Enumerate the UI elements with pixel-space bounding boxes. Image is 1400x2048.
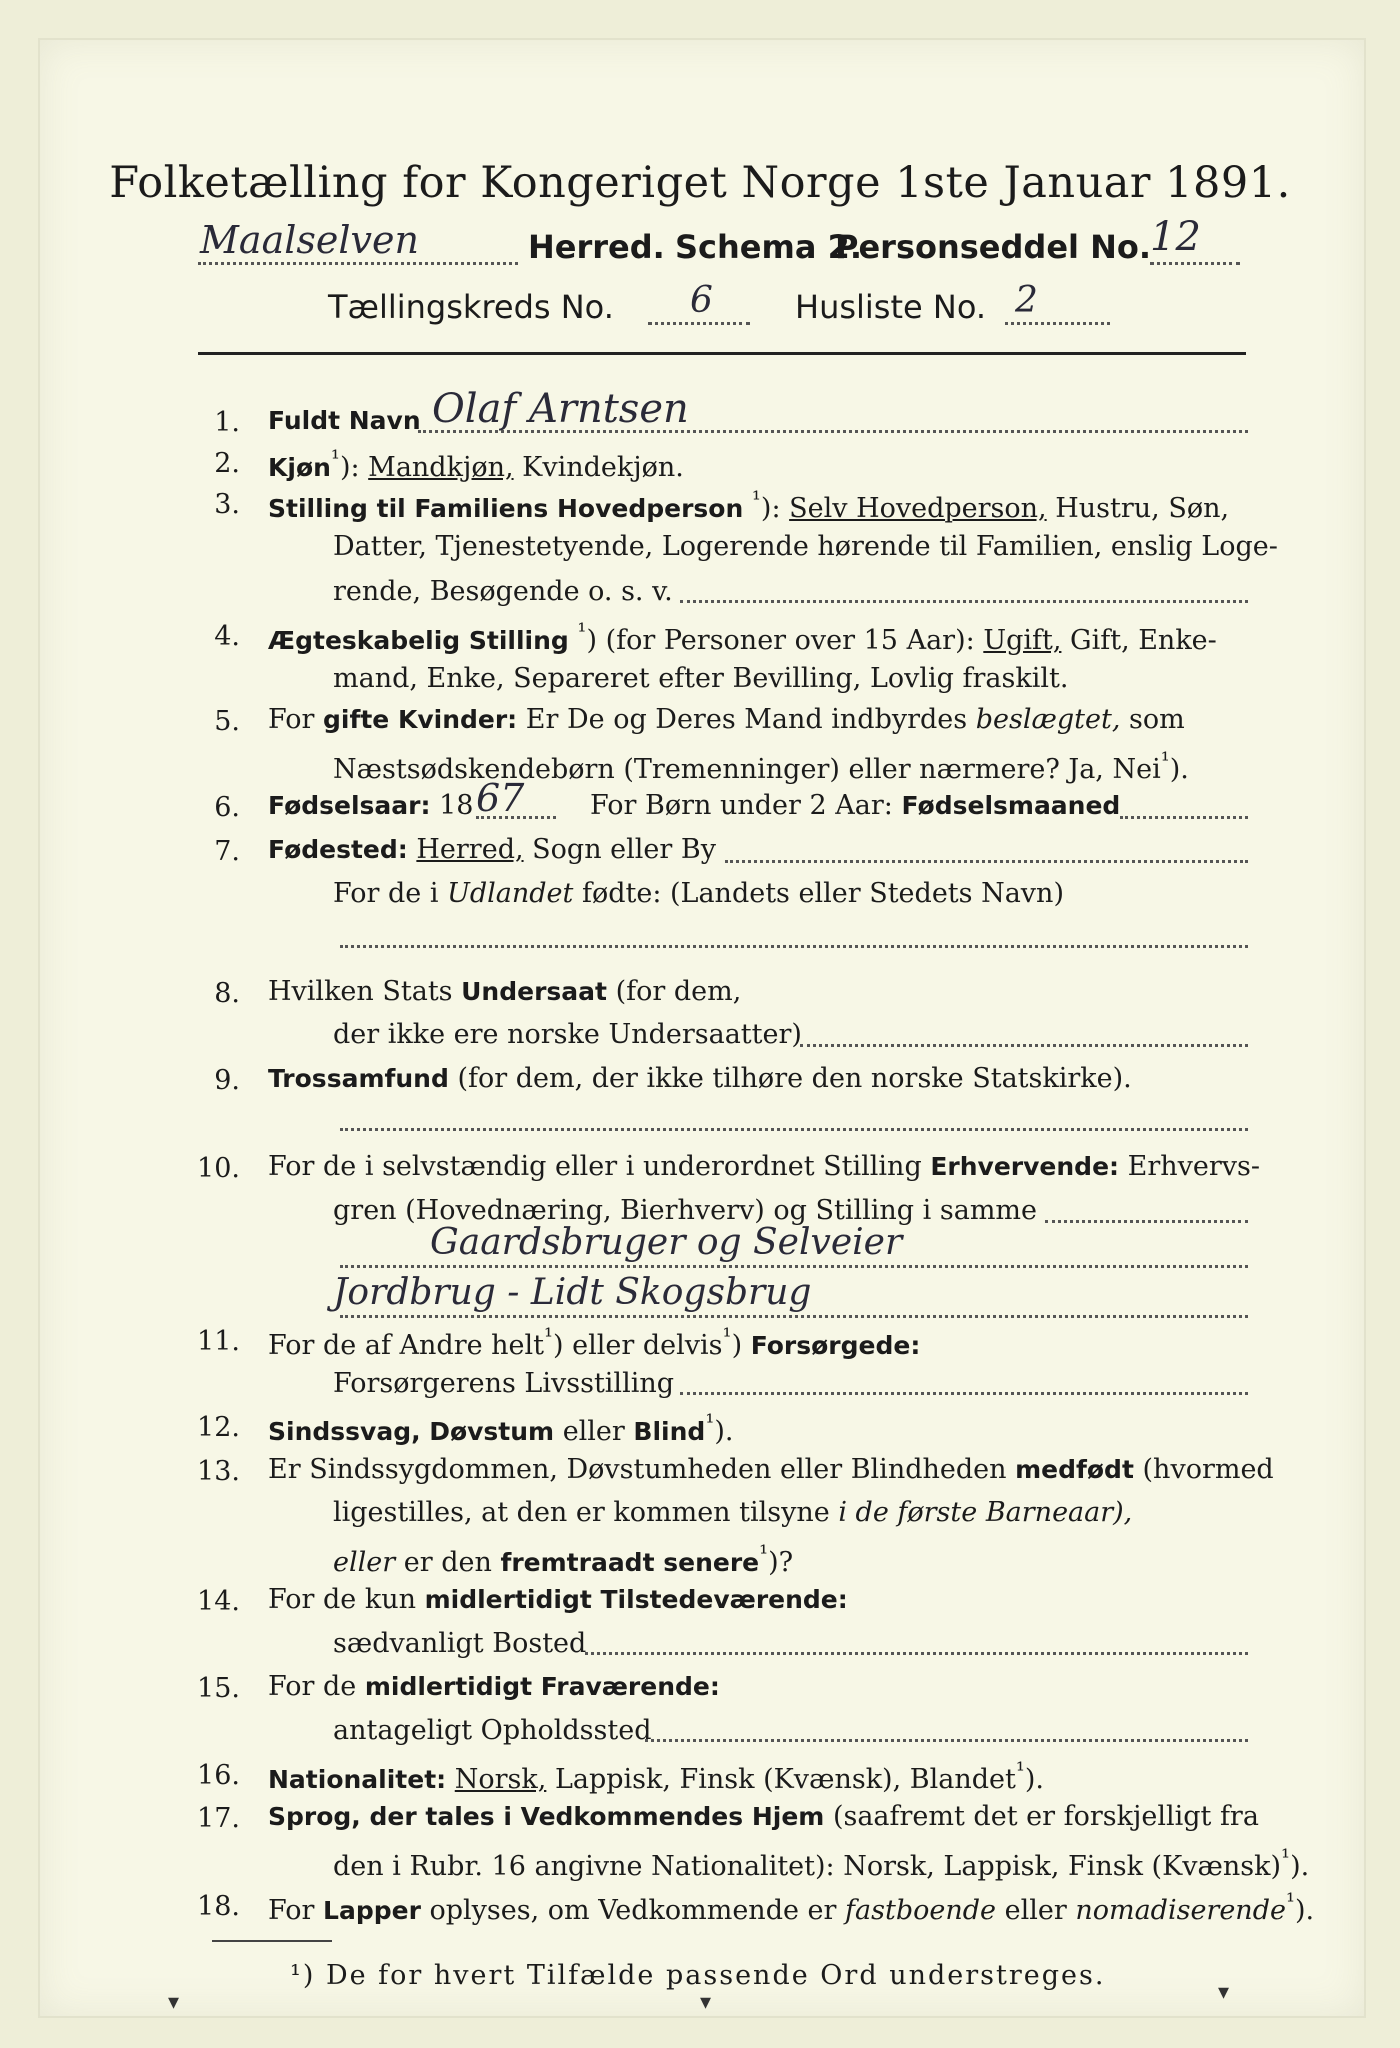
herred-label: Herred. (528, 228, 665, 266)
q18-or: eller (1004, 1895, 1067, 1926)
q16-rest: Lappisk, Finsk (Kvænsk), Blandet (554, 1764, 1016, 1795)
husliste-dots (1005, 322, 1110, 325)
header-rule (198, 352, 1246, 355)
q11-mid: eller delvis (572, 1330, 723, 1361)
q4-label: Ægteskabelig Stilling (268, 626, 569, 655)
q5-end: som (1129, 704, 1185, 735)
q6-dots (476, 816, 556, 819)
item-number-8: 8. (214, 978, 240, 1009)
q12-or: eller (562, 1416, 625, 1447)
q16-sup: ¹ (1015, 1758, 1025, 1784)
q17-line2-text: den i Rubr. 16 angivne Nationalitet): Norsk, Lappisk, Finsk (Kvænsk) (333, 1851, 1282, 1882)
q11-line2: Forsørgerens Livsstilling (333, 1368, 675, 1399)
q13-line3a: er den (403, 1547, 492, 1578)
q7-text (268, 836, 716, 863)
q1-dots (418, 430, 1248, 433)
q1-label-text: Fuldt Navn (268, 406, 421, 435)
q3-line3: rende, Besøgende o. s. v. (333, 576, 673, 607)
q14-pre: For de kun (268, 1584, 416, 1615)
q4-selected: Ugift, (983, 625, 1062, 656)
q15-label: midlertidigt Fraværende: (364, 1672, 720, 1701)
item-number-14: 14. (197, 1586, 240, 1617)
kreds-label: Tællingskreds No. (328, 288, 614, 326)
q9-label: Trossamfund (268, 1064, 449, 1093)
q10-line2: gren (Hovednæring, Bierhverv) og Stilling i samme (333, 1195, 1038, 1226)
q5-question: Er De og Deres Mand indbyrdes (525, 704, 968, 735)
q7-selected: Herred, (416, 834, 524, 865)
husliste-label: Husliste No. (795, 288, 986, 326)
item-number-6: 6. (214, 792, 240, 823)
q10-dots3 (340, 1315, 1248, 1318)
q6-label2: Fødselsmaaned (901, 791, 1121, 820)
q3-sup: ¹ (751, 487, 761, 513)
q13-sup: ¹ (759, 1541, 769, 1567)
q7-line2i: Udlandet (447, 878, 574, 909)
q4-text: Ægteskabelig Stilling $^{^1}$) (for Personer over 15 Aar): Ugift, Gift, Enke- (268, 619, 1217, 656)
q16-selected: Norsk, (454, 1764, 547, 1795)
q13-line2 (333, 1499, 1132, 1526)
q2-selected: Mandkjøn, (368, 452, 514, 483)
q6-dots2 (1120, 816, 1248, 819)
q17-sup: ¹ (1281, 1845, 1291, 1871)
personseddel-value: 12 (1150, 214, 1201, 260)
herred-value: Maalselven (200, 218, 419, 262)
item-number-17: 17. (197, 1803, 240, 1834)
corner-mark-center: ▾ (700, 1990, 712, 2015)
form-title: Folketælling for Kongeriget Norge 1ste Januar 1891. (109, 158, 1291, 208)
q17-post: (saafremt det er forskjelligt fra (832, 1801, 1259, 1832)
q7-label: Fødested: (268, 835, 408, 864)
herred-dots (198, 262, 518, 265)
q10-value1: Gaardsbruger og Selveier (430, 1222, 903, 1263)
q10-post: Erhvervs- (1127, 1151, 1261, 1182)
q17-text (268, 1803, 1259, 1830)
q12-text: Sindssvag, Døvstum eller Blind$^{^1}$). (268, 1410, 734, 1447)
q13-text (268, 1456, 1274, 1483)
q9-dots (340, 1128, 1248, 1131)
corner-mark-right: ▾ (1218, 1980, 1230, 2005)
q3-text: Stilling til Familiens Hovedperson $^{^1}$): Selv Hovedperson, Hustru, Søn, (268, 487, 1230, 524)
item-number-15: 15. (197, 1673, 240, 1704)
q3-label: Stilling til Familiens Hovedperson (268, 494, 744, 523)
q2-sup: ¹ (330, 446, 340, 472)
q5-line2-text: Næstsødskendebørn (Tremenninger) eller nærmere? Ja, Nei (333, 754, 1161, 785)
item-number-18: 18. (197, 1891, 240, 1922)
q18-pre: For (268, 1895, 315, 1926)
q16-label: Nationalitet: (268, 1765, 447, 1794)
q6-text (268, 792, 473, 819)
q3-rest: Hustru, Søn, (1055, 493, 1230, 524)
item-number-2: 2. (214, 448, 240, 479)
q10-pre: For de i selvstændig eller i underordnet Stilling (268, 1151, 922, 1182)
q14-dots (585, 1652, 1248, 1655)
q1-label (268, 407, 421, 434)
q11-label: Forsørgede: (750, 1331, 921, 1360)
q14-line2: sædvanligt Bosted (333, 1628, 587, 1659)
q5-text (268, 706, 1185, 733)
q7-rest: Sogn eller By (532, 834, 716, 865)
q12-label3: Blind (633, 1417, 706, 1446)
q13-pre: Er Sindssygdommen, Døvstumheden eller Blindheden (268, 1454, 1007, 1485)
q13-label: medfødt (1015, 1455, 1134, 1484)
corner-mark-left: ▾ (168, 1990, 180, 2015)
q18-sup: ¹ (1285, 1889, 1295, 1915)
q8-post: (for dem, (615, 976, 742, 1007)
q10-dots2 (340, 1265, 1248, 1268)
kreds-value: 6 (690, 280, 713, 321)
personseddel-label: Personseddel No. (835, 228, 1152, 266)
q7-dots (725, 860, 1248, 863)
schema-label: Schema 2. (675, 228, 862, 266)
item-number-10: 10. (197, 1153, 240, 1184)
item-number-11: 11. (197, 1326, 240, 1357)
item-number-1: 1. (214, 407, 240, 438)
q12-label1: Sindssvag, (268, 1417, 421, 1446)
q18-text: For Lapper oplyses, om Vedkommende er fastboende eller nomadiserende$^{^1}$). (268, 1889, 1315, 1926)
q2-rest: Kvindekjøn. (522, 452, 684, 483)
q6-value: 67 (476, 776, 525, 820)
q13-post: (hvormed (1142, 1454, 1274, 1485)
q7-line2 (333, 880, 1064, 907)
q10-text (268, 1153, 1260, 1180)
q8-dots (800, 1044, 1248, 1047)
q11-pre: For de af Andre helt (268, 1330, 545, 1361)
q15-text (268, 1673, 720, 1700)
item-number-16: 16. (197, 1760, 240, 1791)
item-number-9: 9. (214, 1065, 240, 1096)
kreds-dots (648, 322, 750, 325)
q14-label: midlertidigt Tilstedeværende: (424, 1585, 848, 1614)
q18-label: Lapper (323, 1896, 421, 1925)
q12-sup: ¹ (705, 1410, 715, 1436)
q2-label: Kjøn (268, 453, 331, 482)
q7-dots2 (340, 945, 1248, 948)
q4-sup: ¹ (577, 619, 587, 645)
q5-label: gifte Kvinder: (323, 705, 518, 734)
q15-line2: antageligt Opholdssted (333, 1715, 652, 1746)
q4-line2: mand, Enke, Separeret efter Bevilling, Lovlig fraskilt. (333, 663, 1069, 694)
item-number-7: 7. (214, 836, 240, 867)
q4-paren: (for Personer over 15 Aar): (605, 625, 975, 656)
q10-value2: Jordbrug - Lidt Skogsbrug (333, 1272, 812, 1313)
q7-line2b: fødte: (Landets eller Stedets Navn) (581, 878, 1064, 909)
q9-text (268, 1065, 1132, 1092)
q13-line2i: i de første Barneaar), (838, 1497, 1133, 1528)
q13-line3b: fremtraadt senere (500, 1548, 760, 1577)
q1-value: Olaf Arntsen (432, 386, 689, 432)
item-number-12: 12. (197, 1412, 240, 1443)
q15-pre: For de (268, 1671, 357, 1702)
item-number-3: 3. (214, 489, 240, 520)
q7-line2a: For de i (333, 878, 439, 909)
q11-text: For de af Andre helt$^{^1}$) eller delvis$^{^1}$) Forsørgede: (268, 1324, 921, 1361)
q8-pre: Hvilken Stats (268, 976, 453, 1007)
q6-prefix: 18 (439, 790, 474, 821)
q5-line2: Næstsødskendebørn (Tremenninger) eller nærmere? Ja, Nei$^{^1}$). (333, 748, 1189, 785)
q10-dots (1045, 1220, 1248, 1223)
q15-dots (645, 1739, 1248, 1742)
q11-dots (680, 1392, 1248, 1395)
q12-label2: Døvstum (429, 1417, 555, 1446)
q2-text: Kjøn$^{^1}$): Mandkjøn, Kvindekjøn. (268, 446, 684, 483)
q4-rest: Gift, Enke- (1070, 625, 1217, 656)
q13-line3: eller er den fremtraadt senere$^{^1}$)? (333, 1541, 794, 1578)
q3-line2: Datter, Tjenestetyende, Logerende hørende til Familien, enslig Loge- (333, 531, 1278, 562)
q13-line2a: ligestilles, at den er kommen tilsyne (333, 1497, 830, 1528)
q13-line3i: eller (333, 1547, 396, 1578)
item-number-13: 13. (197, 1456, 240, 1487)
q6-label: Fødselsaar: (268, 791, 431, 820)
q8-line2: der ikke ere norske Undersaatter) (333, 1019, 802, 1050)
q6-mid: For Børn under 2 Aar: (590, 790, 893, 821)
q11-sup1: ¹ (544, 1324, 554, 1350)
item-number-4: 4. (214, 621, 240, 652)
footnote-rule (212, 1940, 332, 1942)
q18-italic1: fastboende (845, 1895, 996, 1926)
q8-text (268, 978, 741, 1005)
q17-line2: den i Rubr. 16 angivne Nationalitet): Norsk, Lappisk, Finsk (Kvænsk)$^{^1}$). (333, 1845, 1310, 1882)
q18-italic2: nomadiserende (1075, 1895, 1286, 1926)
q9-post: (for dem, der ikke tilhøre den norske Statskirke). (457, 1063, 1132, 1094)
husliste-value: 2 (1015, 280, 1038, 321)
q5-italic: beslægtet, (975, 704, 1121, 735)
q3-dots (680, 600, 1248, 603)
q18-mid: oplyses, om Vedkommende er (429, 1895, 837, 1926)
q17-label: Sprog, der tales i Vedkommendes Hjem (268, 1802, 825, 1831)
q10-label: Erhvervende: (930, 1152, 1120, 1181)
q11-sup2: ¹ (722, 1324, 732, 1350)
q8-label: Undersaat (461, 977, 607, 1006)
q16-text: Nationalitet: Norsk, Lappisk, Finsk (Kvænsk), Blandet$^{^1}$). (268, 1758, 1044, 1795)
personseddel-dots (1150, 262, 1240, 265)
q6-text2 (590, 792, 1120, 819)
footnote: ¹) De for hvert Tilfælde passende Ord understreges. (290, 1960, 1106, 1991)
q5-pre: For (268, 704, 315, 735)
q5-sup: ¹ (1160, 748, 1170, 774)
q3-selected: Selv Hovedperson, (789, 493, 1047, 524)
item-number-5: 5. (214, 706, 240, 737)
q14-text (268, 1586, 848, 1613)
